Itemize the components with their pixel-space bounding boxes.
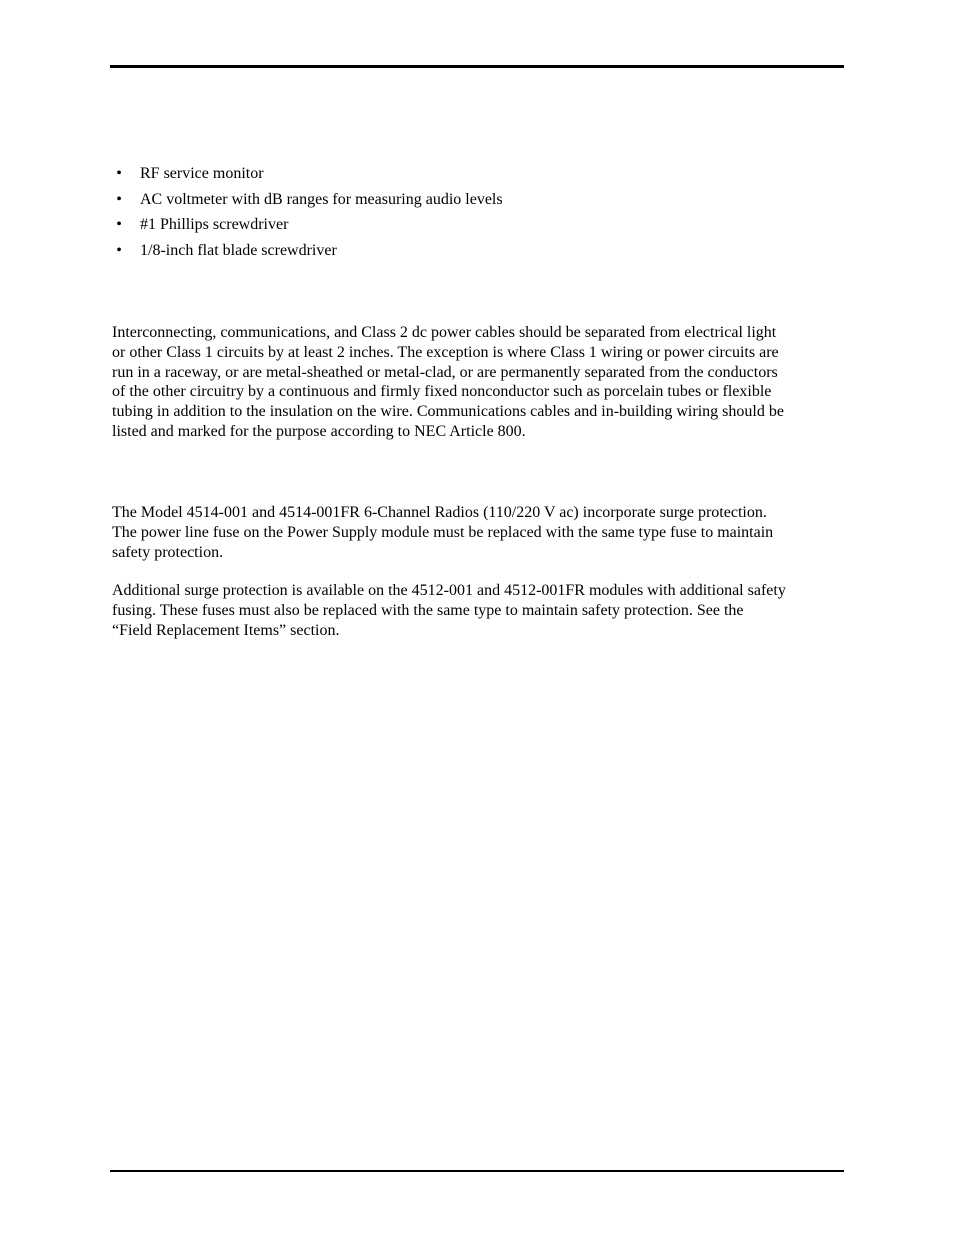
tools-list: [110, 164, 844, 267]
list-item-text: 1/8-inch flat blade screwdriver: [140, 242, 337, 260]
paragraph-line: fusing. These fuses must also be replaced with the same type to maintain safety protection. See the: [112, 601, 744, 619]
paragraph-line: safety protection.: [112, 543, 224, 561]
paragraph-line: or other Class 1 circuits by at least 2 inches. The exception is where Class 1 wiring or power circuits are: [112, 343, 779, 361]
paragraph-line: listed and marked for the purpose according to NEC Article 800.: [112, 422, 526, 440]
list-item-text: RF service monitor: [140, 165, 264, 182]
bullet-icon: •: [116, 242, 122, 260]
bullet-icon: •: [116, 216, 122, 234]
paragraph-line: The power line fuse on the Power Supply module must be replaced with the same type fuse to maintain: [112, 523, 774, 541]
bullet-icon: •: [116, 190, 122, 208]
list-item-text: AC voltmeter with dB ranges for measuring audio levels: [140, 190, 503, 208]
surge-paragraph-2: [112, 581, 844, 640]
list-item: [110, 215, 844, 241]
header-rule: [110, 65, 844, 68]
list-item-text: #1 Phillips screwdriver: [140, 216, 289, 234]
paragraph-line: Additional surge protection is available on the 4512-001 and 4512-001FR modules with additional safety: [112, 582, 786, 599]
paragraph-line: Interconnecting, communications, and Class 2 dc power cables should be separated from electrical light: [112, 324, 777, 341]
surge-paragraph-1: [112, 503, 844, 562]
paragraph-line: The Model 4514-001 and 4514-001FR 6-Channel Radios (110/220 V ac) incorporate surge protection.: [112, 504, 767, 521]
wiring-paragraph: [112, 323, 844, 442]
paragraph-line: of the other circuitry by a continuous and firmly fixed nonconductor such as porcelain tubes or flexible: [112, 383, 772, 401]
list-item: [110, 164, 844, 190]
list-item: [110, 241, 844, 267]
paragraph-line: run in a raceway, or are metal-sheathed or metal-clad, or are permanently separated from the conductors: [112, 363, 778, 381]
footer-rule: [110, 1170, 844, 1172]
paragraph-line: tubing in addition to the insulation on the wire. Communications cables and in-building wiring should be: [112, 403, 784, 421]
list-item: [110, 190, 844, 216]
paragraph-line: “Field Replacement Items” section.: [112, 621, 340, 639]
bullet-icon: •: [116, 165, 122, 182]
